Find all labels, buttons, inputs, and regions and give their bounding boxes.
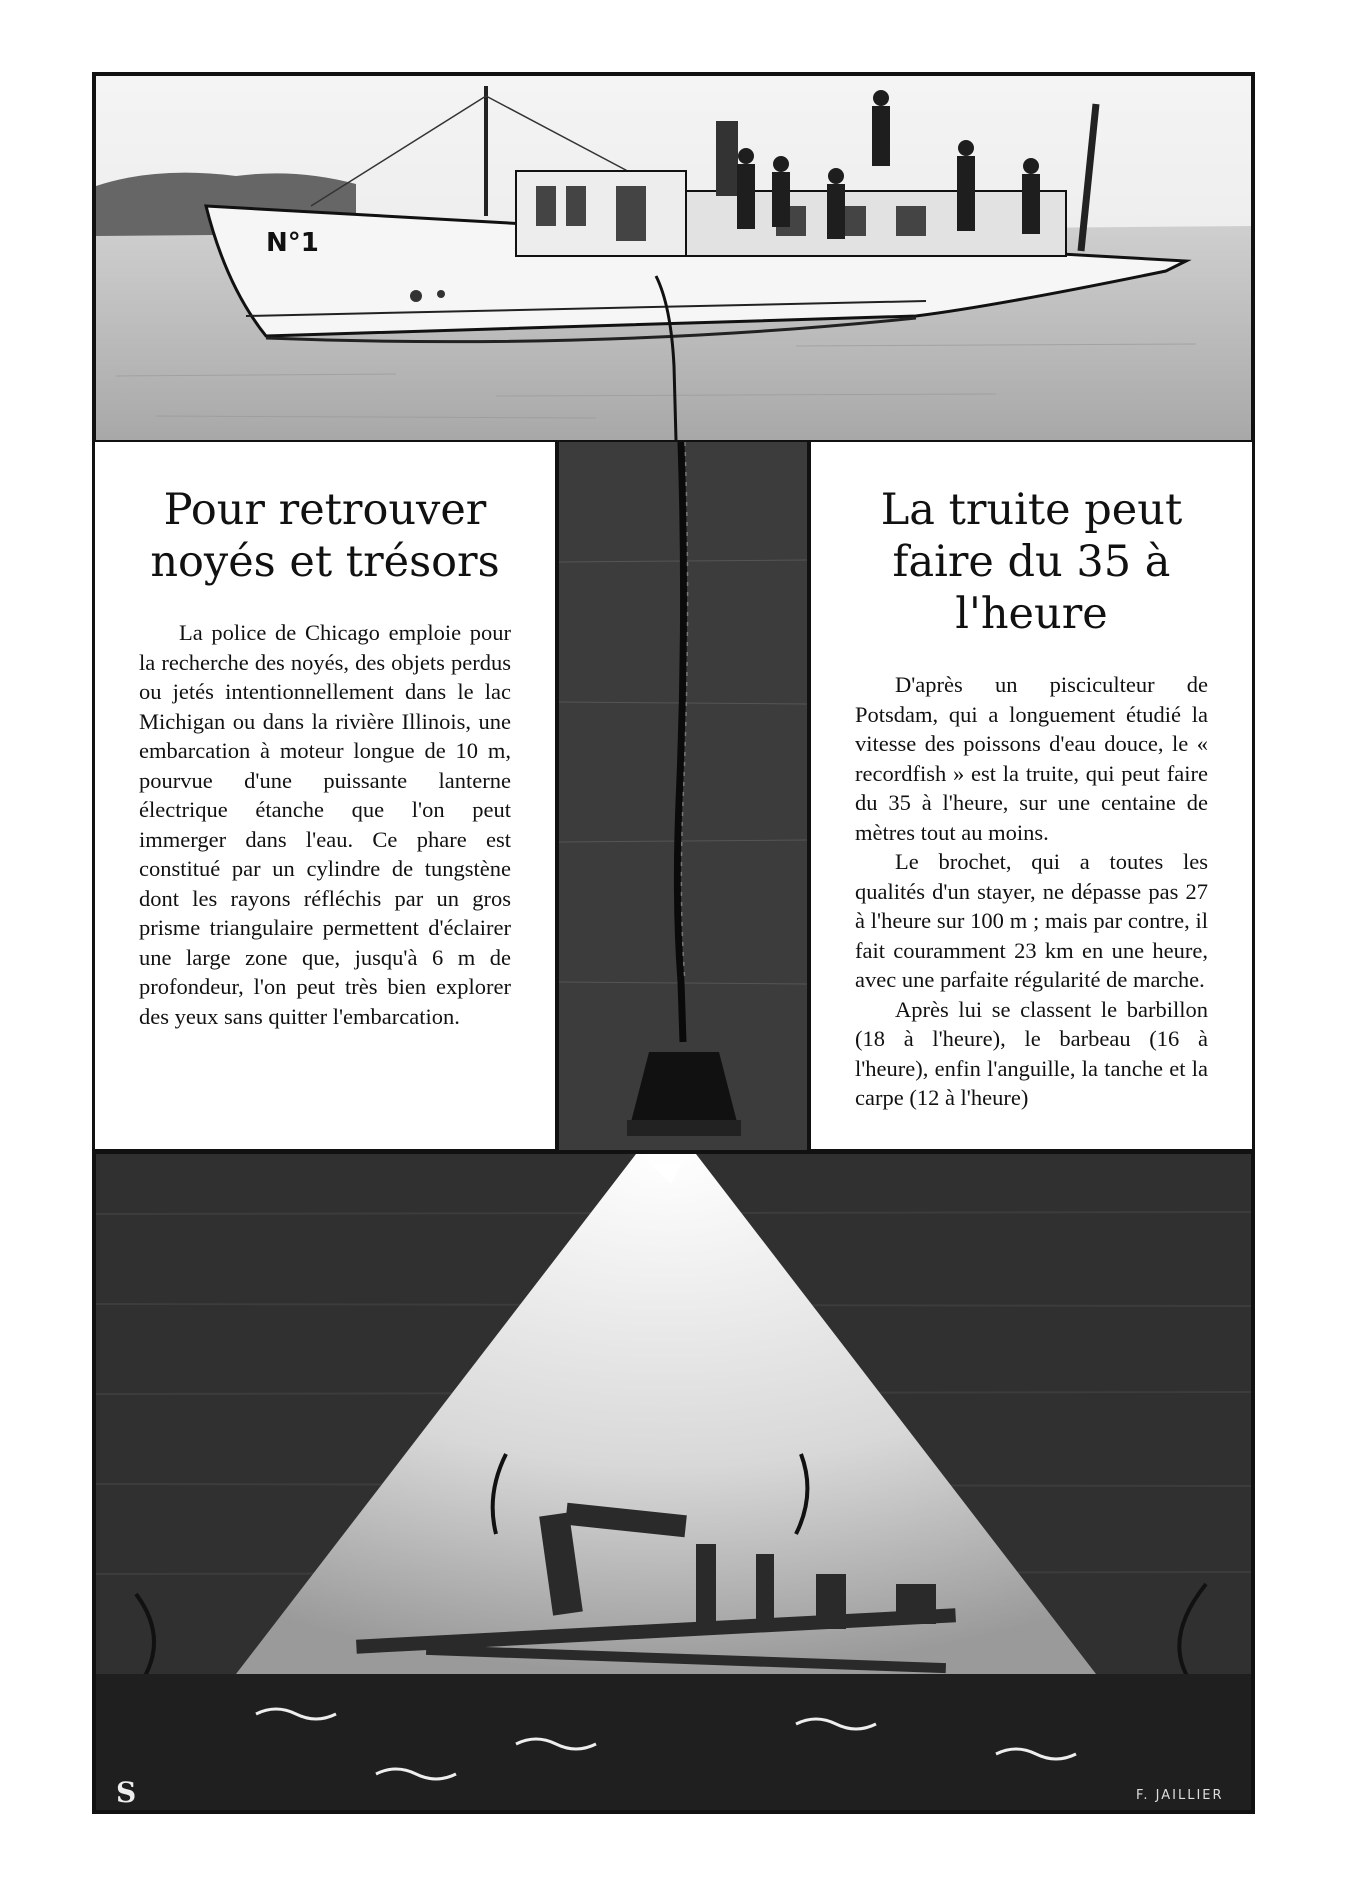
lantern-shaft-illustration [556, 442, 810, 1154]
underwater-illustration [92, 1150, 1255, 1814]
light-beam-and-wreck [96, 1154, 1251, 1810]
left-article-title [105, 484, 545, 588]
left-article-body [139, 618, 511, 1031]
right-article-paragraph-3: Après lui se classent le barbillon (18 à l'heure), le barbeau (16 à l'heure), enfin l'anguille, la tanche et la carpe (12 à l'heure) [855, 996, 1208, 1110]
right-title-line-2: faire du 35 à l'heure [892, 537, 1171, 639]
right-article-body [855, 670, 1208, 1113]
left-title-line-1: Pour retrouver [163, 485, 487, 535]
left-article-paragraph: La police de Chicago emploie pour la recherche des noyés, des objets perdus ou jetés intentionnellement dans le lac Michigan ou dans la rivière Illinois, une embarcation à moteur longue de 10 m, pourvue d'une puissante lanterne électrique étanche que l'on peut immerger dans l'eau. Ce phare est constitué par un cylindre de tungstène dont les rayons réfléchis par un gros prisme triangulaire permettent d'éclairer une large zone que, jusqu'à 6 m de profondeur, l'on peut très bien explorer des yeux sans quitter l'embarcation. [139, 620, 511, 1029]
left-title-line-2: noyés et trésors [150, 537, 500, 587]
left-article [92, 442, 558, 1152]
boat-number-label: N°1 [266, 228, 319, 258]
artist-signature: F. JAILLIER [1136, 1788, 1224, 1803]
right-article-title [821, 484, 1242, 640]
right-article-paragraph-1: D'après un pisciculteur de Potsdam, qui a longuement étudié la vitesse des poissons d'eau douce, le « recordfish » est la truite, qui peut faire du 35 à l'heure, sur une centaine de mètres tout au moins. [855, 672, 1208, 845]
artist-monogram: S [116, 1776, 137, 1809]
boat-photograph [92, 72, 1255, 444]
right-title-line-1: La truite peut [880, 485, 1183, 535]
right-article-paragraph-2: Le brochet, qui a toutes les qualités d'un stayer, ne dépasse pas 27 à l'heure sur 100 m ; mais par contre, il fait couramment 23 km en une heure, avec une parfaite régularité de marche. [855, 849, 1208, 992]
right-article [808, 442, 1255, 1152]
boat-illustration [96, 76, 1251, 440]
rope-and-lantern [559, 442, 807, 1154]
